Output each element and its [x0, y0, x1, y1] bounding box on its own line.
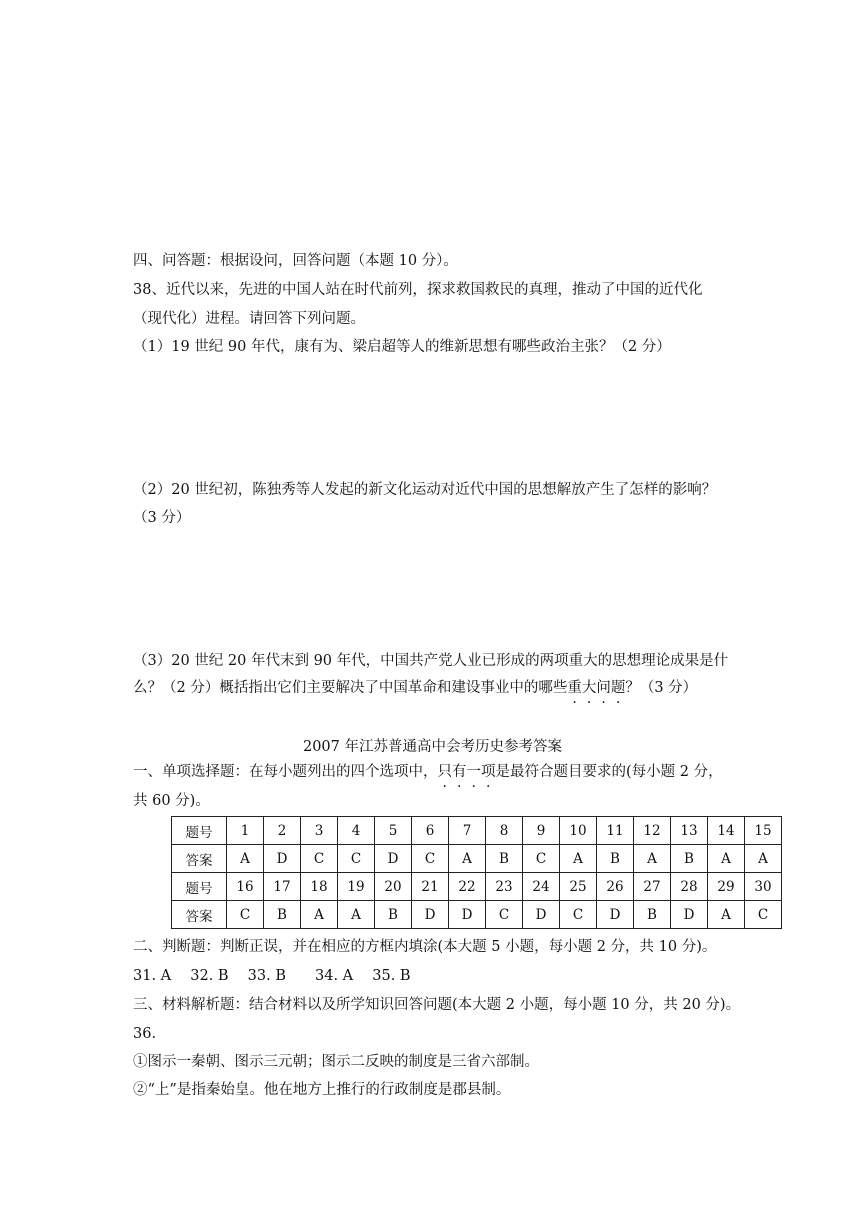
question-number-cell: 3: [301, 817, 338, 845]
question-number-cell: 5: [375, 817, 412, 845]
answer-cell: C: [486, 901, 523, 929]
answer-cell: A: [449, 845, 486, 873]
answer-cell: B: [375, 901, 412, 929]
question-number-cell: 18: [301, 873, 338, 901]
question-number-cell: 16: [227, 873, 264, 901]
question-number-cell: 30: [745, 873, 782, 901]
q36-answer-2: ②“上”是指秦始皇。他在地方上推行的行政制度是郡县制。: [133, 1082, 511, 1098]
answer-cell: A: [745, 845, 782, 873]
answer-cell: B: [671, 845, 708, 873]
emphasis-char: 一: [466, 764, 481, 780]
answer-cell: B: [634, 901, 671, 929]
q38-sub2-line2: （3 分）: [133, 510, 191, 526]
emphasis-char: 问: [596, 680, 611, 696]
q38-sub3-text-pre: 么？（2 分）概括指出它们主要解决了中国革命和建设事业中的哪些: [133, 680, 568, 696]
sec3-heading: 三、材料解析题：结合材料以及所学知识回答问题(本大题 2 小题，每小题 10 分，共 20 分)。: [133, 997, 741, 1013]
emphasis-char: 项: [481, 764, 496, 780]
question-number-cell: 13: [671, 817, 708, 845]
question-number-cell: 9: [523, 817, 560, 845]
answer-cell: C: [523, 845, 560, 873]
table-row: [172, 845, 782, 873]
question-number-cell: 19: [338, 873, 375, 901]
answer-cell: A: [227, 845, 264, 873]
question-number-cell: 25: [560, 873, 597, 901]
answer-cell: A: [634, 845, 671, 873]
question-number-cell: 4: [338, 817, 375, 845]
emphasis-char: 只: [437, 764, 452, 780]
question-number-cell: 29: [708, 873, 745, 901]
question-number-cell: 1: [227, 817, 264, 845]
part4-heading: 四、问答题：根据设问，回答问题（本题 10 分）。: [133, 253, 458, 269]
question-number-cell: 21: [412, 873, 449, 901]
q38-sub3-text-post: ？（3 分）: [625, 680, 698, 696]
sec2-heading: 二、判断题：判断正误，并在相应的方框内填涂(本大题 5 小题，每小题 2 分，共 10 分)。: [133, 939, 717, 955]
row-label-question: 题号: [172, 873, 227, 901]
answers-title: 2007 年江苏普通高中会考历史参考答案: [302, 739, 562, 755]
answer-cell: A: [338, 901, 375, 929]
emphasis-char: 重: [567, 680, 582, 696]
question-number-cell: 23: [486, 873, 523, 901]
sec2-answers: 31. A 32. B 33. B 34. A 35. B: [133, 968, 411, 984]
sec1-line1: [133, 763, 723, 781]
answer-table: [171, 816, 782, 929]
question-number-cell: 14: [708, 817, 745, 845]
question-number-cell: 11: [597, 817, 634, 845]
question-number-cell: 8: [486, 817, 523, 845]
answer-cell: D: [449, 901, 486, 929]
sec1-text-post: 是最符合题目要求的(每小题 2 分，: [495, 764, 723, 780]
answer-cell: C: [338, 845, 375, 873]
q36-label: 36.: [133, 1026, 157, 1042]
answer-cell: B: [264, 901, 301, 929]
answer-cell: D: [264, 845, 301, 873]
q38-line1: 38、近代以来，先进的中国人站在时代前列，探求救国救民的真理，推动了中国的近代化: [133, 282, 703, 298]
emphasis-char: 有: [452, 764, 467, 780]
q38-sub2-line1: （2）20 世纪初，陈独秀等人发起的新文化运动对近代中国的思想解放产生了怎样的影响？: [133, 482, 717, 498]
answer-cell: A: [708, 845, 745, 873]
emphasis-char: 题: [610, 680, 626, 696]
answer-cell: A: [301, 901, 338, 929]
table-row: [172, 873, 782, 901]
sec1-text-pre: 一、单项选择题：在每小题列出的四个选项中，: [133, 764, 438, 780]
answer-cell: A: [708, 901, 745, 929]
answer-cell: C: [227, 901, 264, 929]
question-number-cell: 27: [634, 873, 671, 901]
answer-cell: D: [671, 901, 708, 929]
question-number-cell: 17: [264, 873, 301, 901]
question-number-cell: 24: [523, 873, 560, 901]
question-number-cell: 22: [449, 873, 486, 901]
answer-cell: C: [745, 901, 782, 929]
table-row: [172, 817, 782, 845]
answer-cell: B: [597, 845, 634, 873]
sec1-line2: 共 60 分)。: [133, 793, 210, 809]
answer-cell: D: [523, 901, 560, 929]
question-number-cell: 2: [264, 817, 301, 845]
row-label-answer: 答案: [172, 845, 227, 873]
row-label-answer: 答案: [172, 901, 227, 929]
question-number-cell: 15: [745, 817, 782, 845]
question-number-cell: 10: [560, 817, 597, 845]
answer-cell: C: [412, 845, 449, 873]
answer-cell: A: [560, 845, 597, 873]
answer-cell: B: [486, 845, 523, 873]
answer-cell: D: [597, 901, 634, 929]
question-number-cell: 7: [449, 817, 486, 845]
question-number-cell: 6: [412, 817, 449, 845]
answer-cell: D: [375, 845, 412, 873]
question-number-cell: 20: [375, 873, 412, 901]
q38-line2: （现代化）进程。请回答下列问题。: [133, 311, 365, 327]
q38-sub3-line2: [133, 679, 697, 697]
answer-cell: C: [301, 845, 338, 873]
question-number-cell: 28: [671, 873, 708, 901]
q38-sub1: （1）19 世纪 90 年代，康有为、梁启超等人的维新思想有哪些政治主张？（2 分）: [133, 339, 671, 355]
emphasis-char: 大: [581, 680, 597, 696]
q38-sub3-line1: （3）20 世纪 20 年代末到 90 年代，中国共产党人业已形成的两项重大的思想理论成果是什: [133, 653, 729, 669]
q36-answer-1: ①图示一秦朝、图示三元朝；图示二反映的制度是三省六部制。: [133, 1054, 539, 1070]
answer-cell: C: [560, 901, 597, 929]
question-number-cell: 26: [597, 873, 634, 901]
table-row: [172, 901, 782, 929]
answer-cell: D: [412, 901, 449, 929]
row-label-question: 题号: [172, 817, 227, 845]
question-number-cell: 12: [634, 817, 671, 845]
